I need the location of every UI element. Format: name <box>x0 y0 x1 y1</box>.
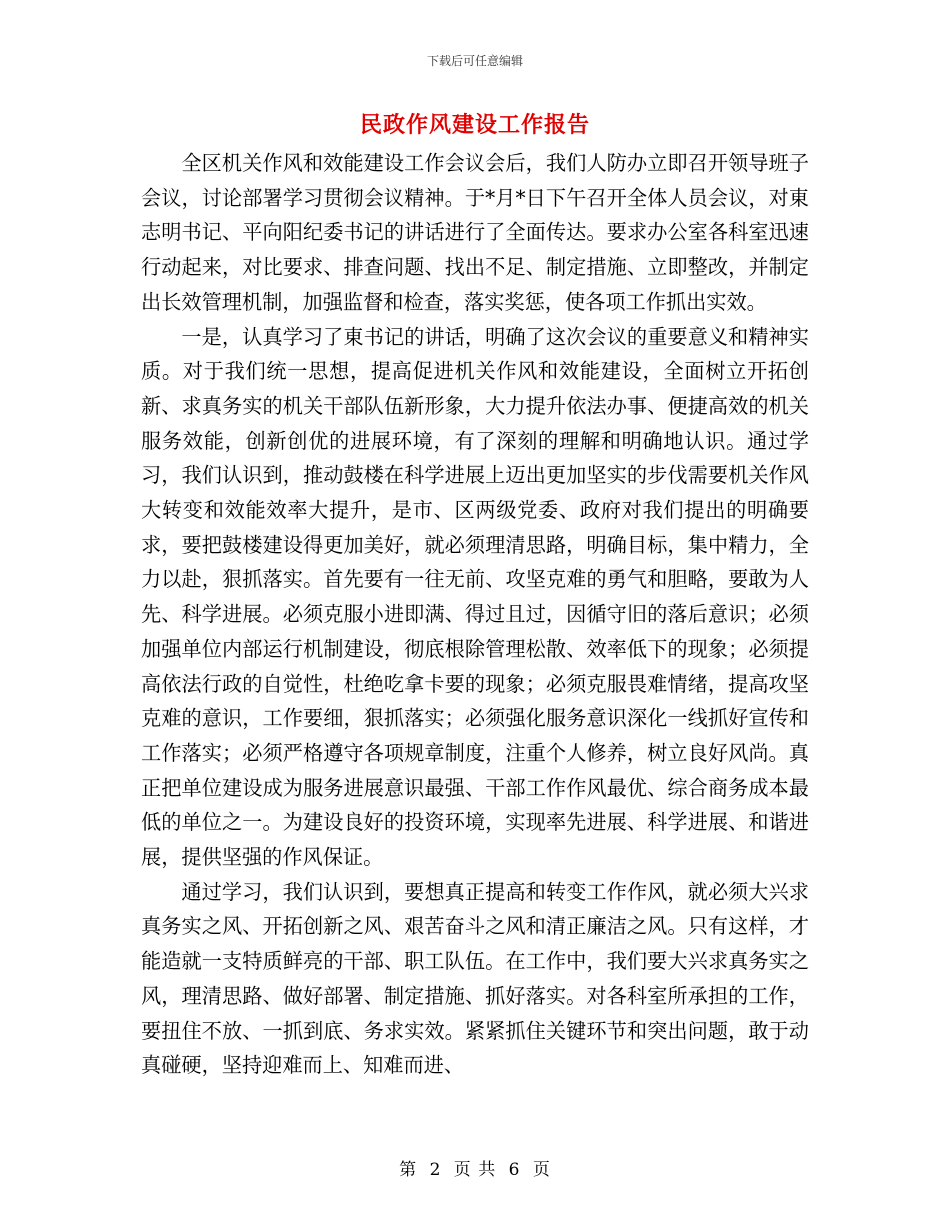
footer-prefix: 第 <box>399 1160 418 1180</box>
paragraph-3: 通过学习，我们认识到，要想真正提高和转变工作作风，就必须大兴求真务实之风、开拓创新之风、艰苦奋斗之风和清正廉洁之风。只有这样，才能造就一支特质鲜亮的干部、职工队伍。在工作中，我们要大兴求真务实之风，理清思路、做好部署、制定措施、抓好落实。对各科室所承担的工作，要扭住不放、一抓到底、务求实效。紧紧抓住关键环节和突出问题，敢于动真碰硬，坚持迎难而上、知难而进、 <box>141 879 809 1078</box>
paragraph-2: 一是，认真学习了東书记的讲话，明确了这次会议的重要意义和精神实质。对于我们统一思想，提高促进机关作风和效能建设，全面树立开拓创新、求真务实的机关干部队伍新形象，大力提升依法办事、便捷高效的机关服务效能，创新创优的进展环境，有了深刻的理解和明确地认识。通过学习，我们认识到，推动鼓楼在科学进展上迈出更加坚实的步伐需要机关作风大转变和效能效率大提升，是市、区两级党委、政府对我们提出的明确要求，要把鼓楼建设得更加美好，就必须理清思路，明确目标，集中精力，全力以赴，狠抓落实。首先要有一往无前、攻坚克难的勇气和胆略，要敢为人先、科学进展。必须克服小进即满、得过且过，因循守旧的落后意识；必须加强单位内部运行机制建设，彻底根除管理松散、效率低下的现象；必须提高依法行政的自觉性，杜绝吃拿卡要的现象；必须克服畏难情绪，提高攻坚克难的意识，工作要细，狠抓落实；必须强化服务意识深化一线抓好宣传和工作落实；必须严格遵守各项规章制度，注重个人修养，树立良好风尚。真正把单位建设成为服务进展意识最强、干部工作作风最优、综合商务成本最低的单位之一。为建设良好的投资环境，实现率先进展、科学进展、和谐进展，提供坚强的作风保证。 <box>141 324 809 870</box>
footer-middle: 页 共 <box>453 1160 497 1180</box>
document-title: 民政作风建设工作报告 <box>359 112 590 138</box>
header-note: 下载后可任意编辑 <box>426 54 523 68</box>
footer-total-pages: 6 <box>508 1160 521 1180</box>
paragraph-1: 全区机关作风和效能建设工作会议会后，我们人防办立即召开领导班子会议，讨论部署学习贯彻会议精神。于*月*日下午召开全体人员会议，对東志明书记、平向阳纪委书记的讲话进行了全面传达。要求办公室各科室迅速行动起来，对比要求、排查问题、找出不足、制定措施、立即整改，并制定出长效管理机制，加强监督和检查，落实奖惩，使各项工作抓出实效。 <box>141 151 809 314</box>
page-footer <box>0 1155 950 1180</box>
footer-current-page: 2 <box>429 1160 442 1180</box>
footer-suffix: 页 <box>532 1160 551 1180</box>
document-body <box>141 146 809 1083</box>
